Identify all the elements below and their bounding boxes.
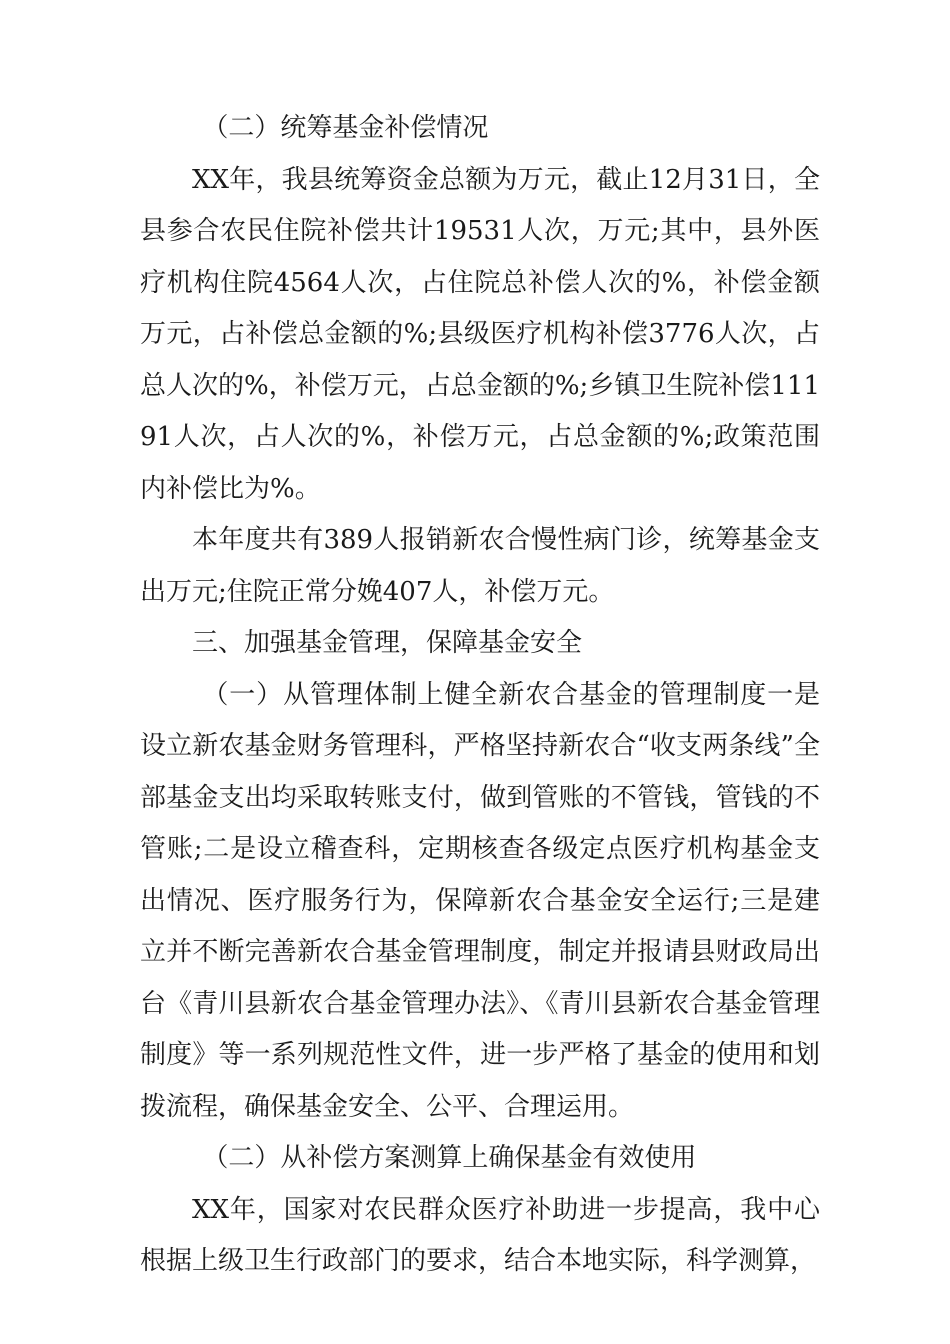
section-heading-compensation: （二）统筹基金补偿情况 xyxy=(202,113,489,143)
paragraph-compensation-details: XX年，我县统筹资金总额为万元，截止12月31日，全县参合农民住院补偿共计19531人次，万元;其中，县外医疗机构住院4564人次，占住院总补偿人次的%，补偿金额万元，占补偿总金额的%;县级医疗机构补偿3776人次，占总人次的%，补偿万元，占总金额的%;乡镇卫生院补偿11191人次，占人次的%，补偿万元，占总金额的%;政策范围内补偿比为%。 xyxy=(140,164,820,504)
section-heading-fund-management: 三、加强基金管理，保障基金安全 xyxy=(192,628,583,658)
paragraph-management-system: （一）从管理体制上健全新农合基金的管理制度一是设立新农基金财务管理科，严格坚持新农合“收支两条线”全部基金支出均采取转账支付，做到管账的不管钱，管钱的不管账;二是设立稽查科，定期核查各级定点医疗机构基金支出情况、医疗服务行为，保障新农合基金安全运行;三是建立并不断完善新农合基金管理制度，制定并报请县财政局出台《青川县新农合基金管理办法》、《青川县新农合基金管理制度》等一系列规范性文件，进一步严格了基金的使用和划拨流程，确保基金安全、公平、合理运用。 xyxy=(140,679,820,1122)
section-heading-compensation-plan: （二）从补偿方案测算上确保基金有效使用 xyxy=(202,1143,697,1173)
paragraph-chronic-disease: 本年度共有389人报销新农合慢性病门诊，统筹基金支出万元;住院正常分娩407人，补偿万元。 xyxy=(140,525,820,607)
document-body xyxy=(140,103,820,1288)
paragraph-national-subsidy: XX年，国家对农民群众医疗补助进一步提高，我中心根据上级卫生行政部门的要求，结合本地实际，科学测算， xyxy=(140,1194,820,1276)
